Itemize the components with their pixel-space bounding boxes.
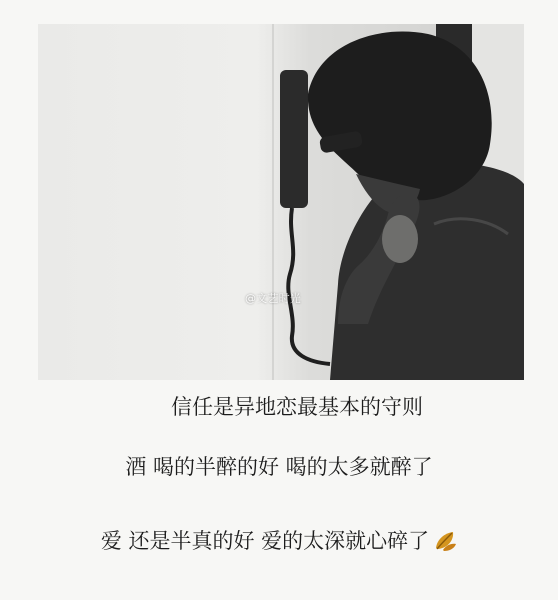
photo: [38, 24, 524, 380]
woman-on-wall-phone-illustration: [38, 24, 524, 380]
caption-line-1: 信任是异地恋最基本的守则: [171, 395, 423, 419]
phone-base: [280, 70, 308, 208]
watermark-text: @文艺时光: [245, 292, 301, 305]
caption-line-3: [0, 526, 558, 560]
fallen-leaf-icon: [433, 530, 457, 560]
caption-line-3-text: 爱 还是半真的好 爱的太深就心碎了: [100, 529, 430, 553]
caption-line-2: 酒 喝的半醉的好 喝的太多就醉了: [125, 455, 433, 479]
